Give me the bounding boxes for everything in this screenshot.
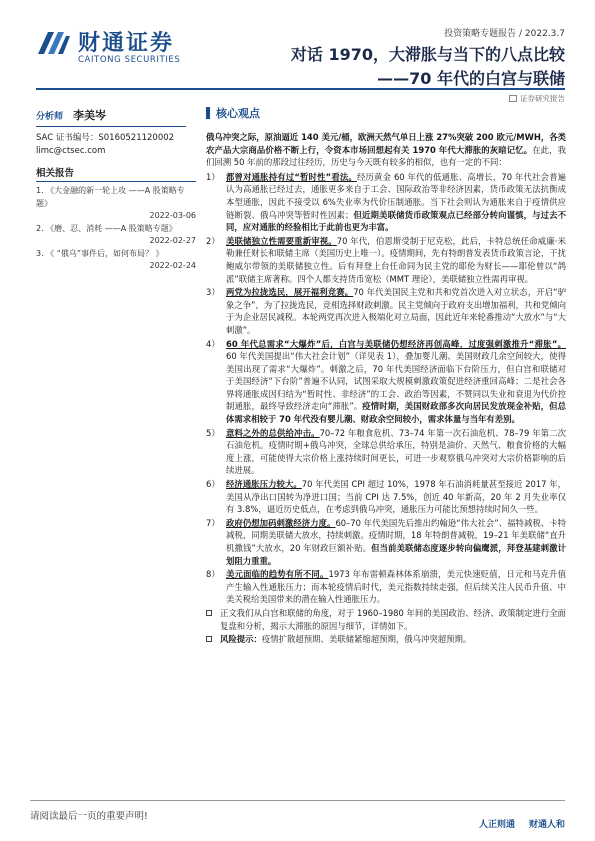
related-report-item[interactable] xyxy=(36,185,196,223)
list-lead: 美元面临的趋势有所不同。 xyxy=(226,569,329,580)
risk-warning-label: 风险提示： xyxy=(220,634,262,645)
related-report-date: 2022-03-06 xyxy=(149,211,196,220)
document-icon xyxy=(509,95,517,102)
analyst-info xyxy=(36,107,196,158)
list-lead: 60 年代总需求“大爆炸”后，白宫与美联储仍想经济再创高峰，过度强刺激推升“滞胀”。 xyxy=(226,338,566,349)
comparison-list xyxy=(206,171,566,606)
list-body: 1973 年布雷顿森林体系崩溃，美元快速贬值，日元和马克升值产生输入性通胀压力；而本轮疫情后时代，美元指数持续走强，但后续关注人民币升值、中美关税给美国带来的潜在输入性通胀压力。 xyxy=(226,569,566,605)
department-label xyxy=(509,93,565,104)
list-text xyxy=(226,427,566,477)
bullet-marker xyxy=(206,633,220,646)
list-item xyxy=(206,568,566,606)
section-marker xyxy=(206,107,210,119)
list-number: 4） xyxy=(206,338,220,349)
list-lead: 美联储独立性需要重新审视。 xyxy=(226,235,337,246)
list-number: 7） xyxy=(206,517,220,528)
list-text xyxy=(226,286,566,336)
list-lead: 两党为拉拢选民，展开福利竞赛。 xyxy=(226,287,354,298)
list-number: 5） xyxy=(206,427,220,438)
list-tail: 但当前美联储态度逐步转向偏鹰派，拜登基建刺激计划阻力重重。 xyxy=(226,543,566,566)
related-report-item[interactable] xyxy=(36,223,196,248)
analyst-certificate: SAC 证书编号：S0160521120002 xyxy=(36,133,175,143)
bullet-text xyxy=(220,607,566,632)
list-number: 6） xyxy=(206,479,220,490)
core-views-section xyxy=(206,105,566,646)
intro-bold: 俄乌冲突之际，原油逼近 140 美元/桶，欧洲天然气单日上涨 27%突破 200 欧元/MWH，各类农产品大宗商品价格不断上行，令资本市场回想起有关 1970 年代大滞胀的灰暗记忆。 xyxy=(206,132,566,155)
related-report-title[interactable]: 3. 《 “俄乌”事件后，如何布局？ 》 xyxy=(36,248,164,258)
list-body: 70 年代，伯恩斯受制于尼克松，此后，卡特总统任命威廉·米勒兼任财长和联储主席（美国历史上唯一）。疫情期间，先有特朗普发表货币政策言论，干扰鲍威尔带领的美联储独立性。后有拜登上台任命同为民主党的耶伦为财长——耶伦曾以“鸽派”联储主席著称。四个人都支持货币宽松（MMT 理论），美联储独立性需再审视。 xyxy=(226,235,566,284)
list-body: 70 年代美国 CPI 超过 10%，1978 年石油消耗量甚至接近 2017 年，美国从净出口国转为净进口国；当前 CPI 达 7.5%，创近 40 年新高，20 年 2 月失业率仅有 3.8%，逼近历史低点，在考虑到俄乌冲突，通胀压力可能比预想持续时间久一些。 xyxy=(226,479,567,515)
list-number: 2） xyxy=(206,235,220,246)
analyst-label: 分析师 xyxy=(36,112,64,122)
bullet-body: 正文我们从白宫和联储的角度，对于 1960–1980 年间的美国政治、经济、政策制定进行全面复盘和分析，揭示大滞胀的原因与细节，详情如下。 xyxy=(220,607,566,631)
related-report-title[interactable]: 2. 《磨、忍、消耗 ——A 股策略专题》 xyxy=(36,223,177,233)
intro-paragraph xyxy=(206,131,566,169)
section-heading xyxy=(206,105,566,121)
intro-rest: 在此，我们回溯 50 年前的那段过往经历，历史与今天既有较多的相似，也有一定的不同： xyxy=(206,144,567,168)
list-text xyxy=(226,338,566,426)
analyst-row xyxy=(36,107,196,123)
logo-english-text: CAITONG SECURITIES xyxy=(78,55,181,65)
related-report-title[interactable]: 1. 《大金融的新一轮上攻 ——A 股策略专题》 xyxy=(36,186,185,208)
list-item xyxy=(206,235,566,285)
list-tail: 但近期美联储货币政策观点已经部分转向谨慎，与过去不同，应对通胀的经验相比于此前也更为丰富。 xyxy=(226,209,567,233)
report-title: 对话 1970，大滞胀与当下的八点比较 xyxy=(290,45,565,64)
disclaimer-notice[interactable]: 请阅读最后一页的重要声明! xyxy=(30,811,148,822)
bullet-item xyxy=(206,633,566,646)
list-body: 60–70 年代美国先后推出约翰逊“伟大社会”、福特减税、卡特减税，同期美联储大放水，持续刺激。疫情时期，18 年特朗普减税，19–21 年美联储“直升机撒钱”大放水，20 年财政巨额补贴。 xyxy=(226,517,567,553)
list-number: 3） xyxy=(206,287,220,298)
list-item xyxy=(206,171,566,234)
header-divider xyxy=(36,88,565,90)
bullet-marker xyxy=(206,607,220,632)
analyst-name: 李美岑 xyxy=(73,109,107,122)
bullet-text xyxy=(220,633,471,646)
list-number: 8） xyxy=(206,569,220,580)
related-report-date: 2022-02-24 xyxy=(149,261,196,270)
report-subtitle: ——70 年代的白宫与联储 xyxy=(377,69,565,88)
list-tail: 疫情时期，美国财政部多次向居民发放现金补贴，但总体需求相较于 70 年代没有婴儿潮、财政余空间较小，需求体量与当年有差别。 xyxy=(226,401,566,425)
logo-chinese-text: 财通证券 xyxy=(78,31,175,56)
list-body: 60 年代美国提出“伟大社会计划”（详见表 1），叠加婴儿潮、美国财政几余空间较大，使得美国出现了需求“大爆炸”。刺激之后，70 年代美国经济面临下台阶压力，但白宫和联储对于美国经济“下台阶”普遍不认同，试图采取大规模刺激政策促进经济重回高峰；二是社会各界将通胀成因归结为“暂时性、非经济”的工会、政治等因素，不赞同以失业和衰退为代价控制通胀，最终导致经济走向“滞胀”。 xyxy=(226,351,566,412)
list-text xyxy=(226,568,566,606)
square-bullet-icon xyxy=(206,636,212,642)
list-item xyxy=(206,517,566,567)
list-lead: 经济通胀压力较大。 xyxy=(226,479,302,490)
list-item xyxy=(206,286,566,336)
list-lead: 都曾对通胀持有过“暂时性”看法。 xyxy=(226,171,357,182)
related-report-item[interactable] xyxy=(36,248,196,273)
bullet-body: 疫情扩散超预期、美联储紧缩超预期，俄乌冲突超预期。 xyxy=(261,634,472,645)
list-item xyxy=(206,427,566,477)
list-item xyxy=(206,338,566,426)
list-number: 1） xyxy=(206,171,220,182)
list-text xyxy=(226,235,566,285)
logo-mark-icon xyxy=(36,28,72,58)
department-text: 证券研究报告 xyxy=(520,94,565,103)
list-text xyxy=(226,517,566,567)
list-body: 经历黄金 60 年代的低通胀、高增长，70 年代社会普遍认为高通胀已经过去，通胀更多来自于工会、国际政治等非经济因素，货币政策无法抗衡成本型通胀，因此不接受以 6%失业率为代价压制通胀。当下社会则认为通胀来自于疫情供应链断裂、俄乌冲突等暂时性因素； xyxy=(226,171,566,220)
analyst-email[interactable]: limc@ctsec.com xyxy=(36,146,106,156)
square-bullet-icon xyxy=(206,610,212,616)
slogan-left: 人正则通 xyxy=(478,820,515,830)
list-text xyxy=(226,171,566,234)
related-reports-title: 相关报告 xyxy=(36,165,196,182)
list-item xyxy=(206,478,566,516)
report-type-date: 投资策略专题报告 / 2022.3.7 xyxy=(444,29,565,39)
list-body: 70–72 年粮食危机、73–74 年第一次石油危机、78–79 年第二次石油危机。疫情时期+俄乌冲突，全球总供给承压，特别是油价、天然气、粮食价格的大幅度上涨，可能使得大宗价格上涨持续时间更长，可进一步观察俄乌冲突对大宗价格影响的后续进展。 xyxy=(226,427,566,476)
related-report-date: 2022-02-27 xyxy=(149,236,196,245)
company-logo xyxy=(36,24,196,68)
slogan-right: 财通人和 xyxy=(528,820,565,830)
list-text xyxy=(226,478,566,516)
footer-divider xyxy=(30,800,565,801)
analyst-divider xyxy=(36,126,186,127)
related-reports xyxy=(36,165,196,273)
section-title: 核心观点 xyxy=(216,107,260,120)
bullet-item xyxy=(206,607,566,632)
footer-slogan xyxy=(479,817,565,830)
list-body: 70 年代美国民主党和共和党首次进入对立状态，开启“驴象之争”，为了拉拢选民，竞相选择财政刺激。民主党倾向于政府支出增加福利，共和党倾向于为企业居民减税。本轮两党再次进入极端化对立局面，因此近年来轮番推动“大放水”与“大刺激”。 xyxy=(226,287,567,335)
list-lead: 意料之外的总供给冲击。 xyxy=(226,427,320,438)
list-lead: 政府仍想加码刺激经济力度。 xyxy=(226,517,336,528)
